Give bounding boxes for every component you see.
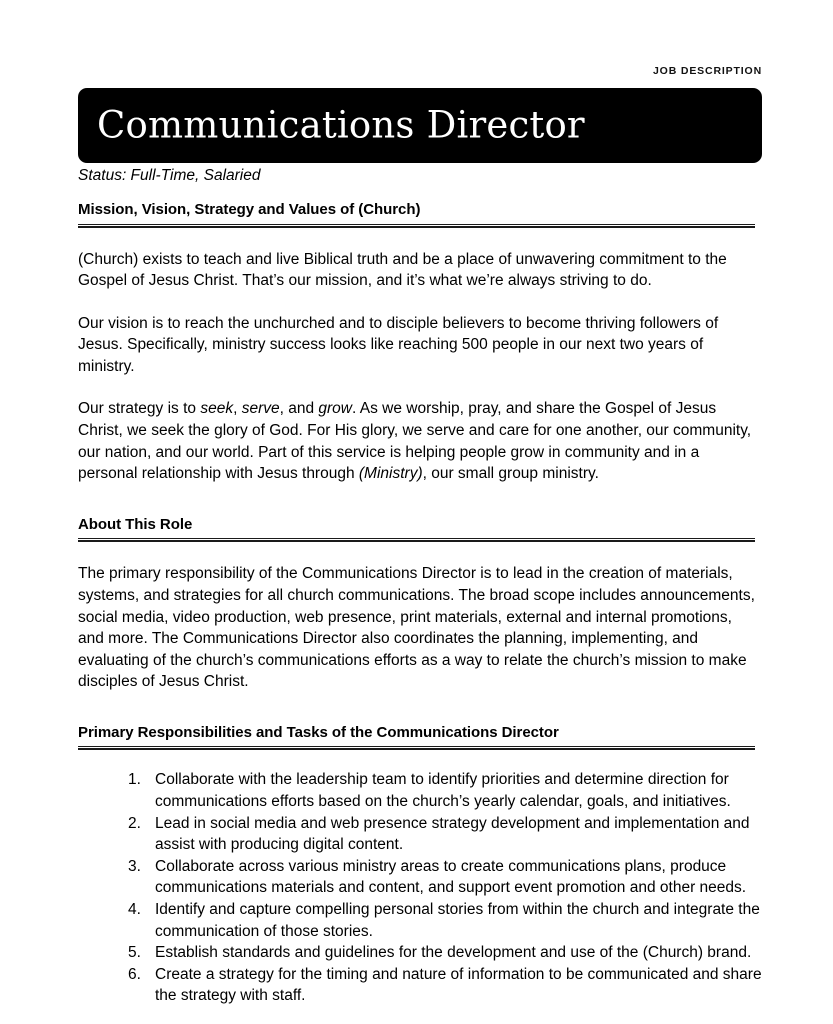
list-item: Identify and capture compelling personal stories from within the church and integrate the communication of those stories. <box>155 900 760 940</box>
strategy-value-serve: serve <box>241 400 280 418</box>
spacer <box>78 485 762 515</box>
strategy-value-grow: grow <box>318 400 352 418</box>
list-item: Collaborate with the leadership team to identify priorities and determine direction for communications efforts based on the church’s yearly calendar, goals, and initiatives. <box>155 771 731 810</box>
spacer <box>78 750 762 769</box>
spacer <box>78 693 762 723</box>
strategy-text-sep2: , and <box>279 400 319 418</box>
strategy-text-sep1: , <box>233 400 242 418</box>
title-banner <box>78 88 762 163</box>
page-title: Communications Director <box>97 103 585 147</box>
strategy-text-tail1: . As we worship, pray, and share the Gospel of Jesus Christ, we seek the glory of God. For His glory, we serve and care for one another, our community, our nation, and our world. Part of this service is helping people grow in community and in a personal relationship with Jesus through <box>78 400 752 483</box>
strategy-text-lead: Our strategy is to <box>78 400 201 418</box>
list-item: Lead in social media and web presence strategy development and implementation and assist with producing digital content. <box>155 814 750 854</box>
spacer <box>78 292 762 313</box>
list-item: Collaborate across various ministry areas to create communications plans, produce communications materials and content, and support event promotion and other needs. <box>155 857 747 897</box>
spacer <box>78 542 762 563</box>
section-heading-primary-responsibilities: Primary Responsibilities and Tasks of the Communications Director <box>78 723 559 741</box>
responsibilities-list <box>78 769 762 1007</box>
about-role-paragraph: The primary responsibility of the Communications Director is to lead in the creation of materials, systems, and strategies for all church communications. The broad scope includes announcements, social media, video production, web presence, print materials, external and internal promotions, and more. The Communications Director also coordinates the planning, implementing, and evaluating of the church’s communications efforts as a way to relate the church’s mission to make disciples of Jesus Christ. <box>78 565 755 691</box>
section-heading-about-this-role: About This Role <box>78 515 193 533</box>
ministry-placeholder: (Ministry) <box>358 465 423 483</box>
strategy-text-tail2: , our small group ministry. <box>422 465 599 483</box>
list-item: Create a strategy for the timing and nature of information to be communicated and share the strategy with staff. <box>155 965 762 1005</box>
spacer <box>78 228 762 249</box>
strategy-value-seek: seek <box>200 400 234 418</box>
mission-paragraph: (Church) exists to teach and live Biblical truth and be a place of unwavering commitment to the Gospel of Jesus Christ. That’s our mission, and it’s what we’re always striving to do. <box>78 250 727 290</box>
section-heading-mission: Mission, Vision, Strategy and Values of (Church) <box>78 201 421 218</box>
strategy-paragraph <box>78 398 762 484</box>
vision-paragraph: Our vision is to reach the unchurched and to disciple believers to become thriving followers of Jesus. Specifically, ministry success looks like reaching 500 people in our next two years of ministry. <box>78 314 719 375</box>
document-body <box>78 200 762 1007</box>
list-item: Establish standards and guidelines for the development and use of the (Church) brand. <box>155 944 752 962</box>
job-description-kicker: JOB DESCRIPTION <box>652 65 762 77</box>
employment-status: Status: Full-Time, Salaried <box>78 167 261 184</box>
spacer <box>78 377 762 398</box>
